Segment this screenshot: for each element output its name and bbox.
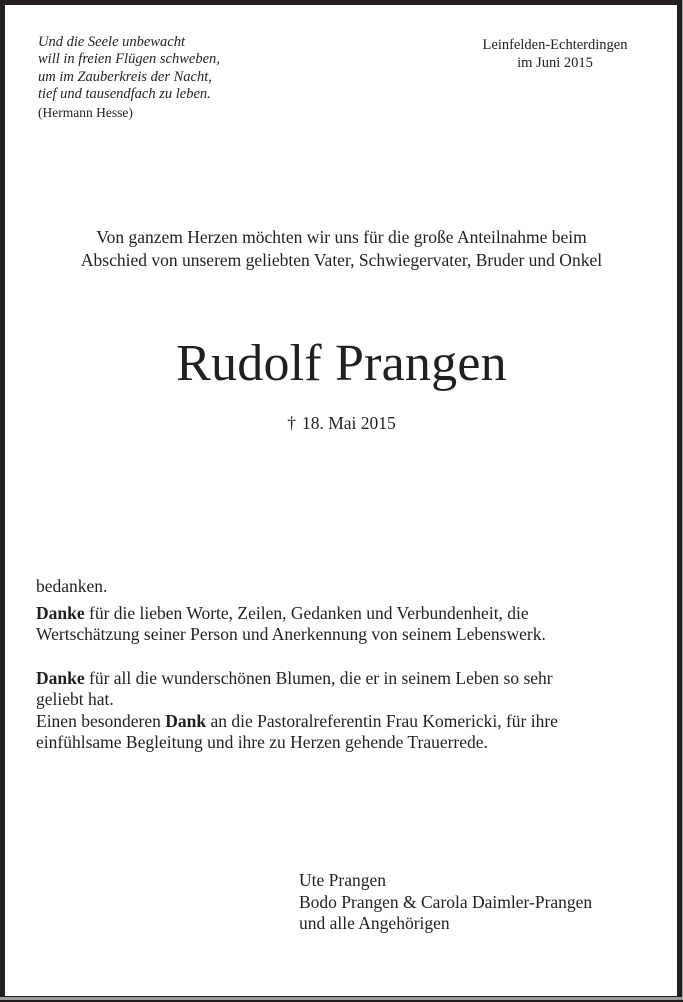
place-and-date — [440, 37, 670, 72]
paragraph-text: geliebt hat. — [36, 689, 114, 709]
intro-line: Von ganzem Herzen möchten wir uns für die große Anteilnahme beim — [96, 227, 587, 247]
paragraph-text: Einen besonderen — [36, 710, 166, 731]
poem-line: will in freien Flügen schweben, — [38, 51, 220, 68]
poem-author: (Hermann Hesse) — [38, 105, 133, 121]
signature-line: und alle Angehörigen — [299, 913, 450, 933]
paragraph-text: für die lieben Worte, Zeilen, Gedanken und Verbundenheit, die — [84, 602, 529, 623]
death-date: 18. Mai 2015 — [301, 413, 396, 433]
date: im Juni 2015 — [517, 54, 593, 71]
signature-line: Ute Prangen — [299, 870, 386, 890]
closing-verb: bedanken. — [36, 576, 108, 596]
poem-line: Und die Seele unbewacht — [38, 34, 185, 50]
paragraph-text: Wertschätzung seiner Person und Anerkennung von seinem Lebenswerk. — [36, 624, 546, 644]
thank-you-body — [36, 576, 666, 754]
place: Leinfelden-Echterdingen — [482, 37, 628, 53]
poem-line: um im Zauberkreis der Nacht, — [38, 68, 212, 85]
intro-text — [10, 226, 673, 271]
deceased-name: Rudolf Prangen — [176, 335, 507, 392]
thanks-bold: Dank — [165, 710, 207, 731]
thanks-bold: Danke — [36, 667, 85, 688]
paragraph-text: an die Pastoralreferentin Frau Komericki, für ihre — [206, 710, 558, 731]
signatures — [299, 870, 592, 935]
thanks-paragraph-pastoral — [36, 711, 666, 754]
cross-icon: † — [287, 413, 296, 433]
hesse-poem — [38, 34, 220, 121]
poem-line: tief und tausendfach zu leben. — [38, 85, 211, 102]
thanks-bold: Danke — [36, 602, 85, 623]
signature-line: Bodo Prangen & Carola Daimler-Prangen — [299, 891, 593, 912]
paragraph-text: einfühlsame Begleitung und ihre zu Herzen gehende Trauerrede. — [36, 732, 488, 752]
death-date-line — [10, 412, 673, 434]
thanks-paragraph-words — [36, 603, 666, 646]
paragraph-text: für all die wunderschönen Blumen, die er in seinem Leben so sehr — [84, 667, 553, 688]
thanks-paragraph-flowers — [36, 668, 666, 711]
intro-line: Abschied von unserem geliebten Vater, Schwiegervater, Bruder und Onkel — [80, 249, 603, 270]
